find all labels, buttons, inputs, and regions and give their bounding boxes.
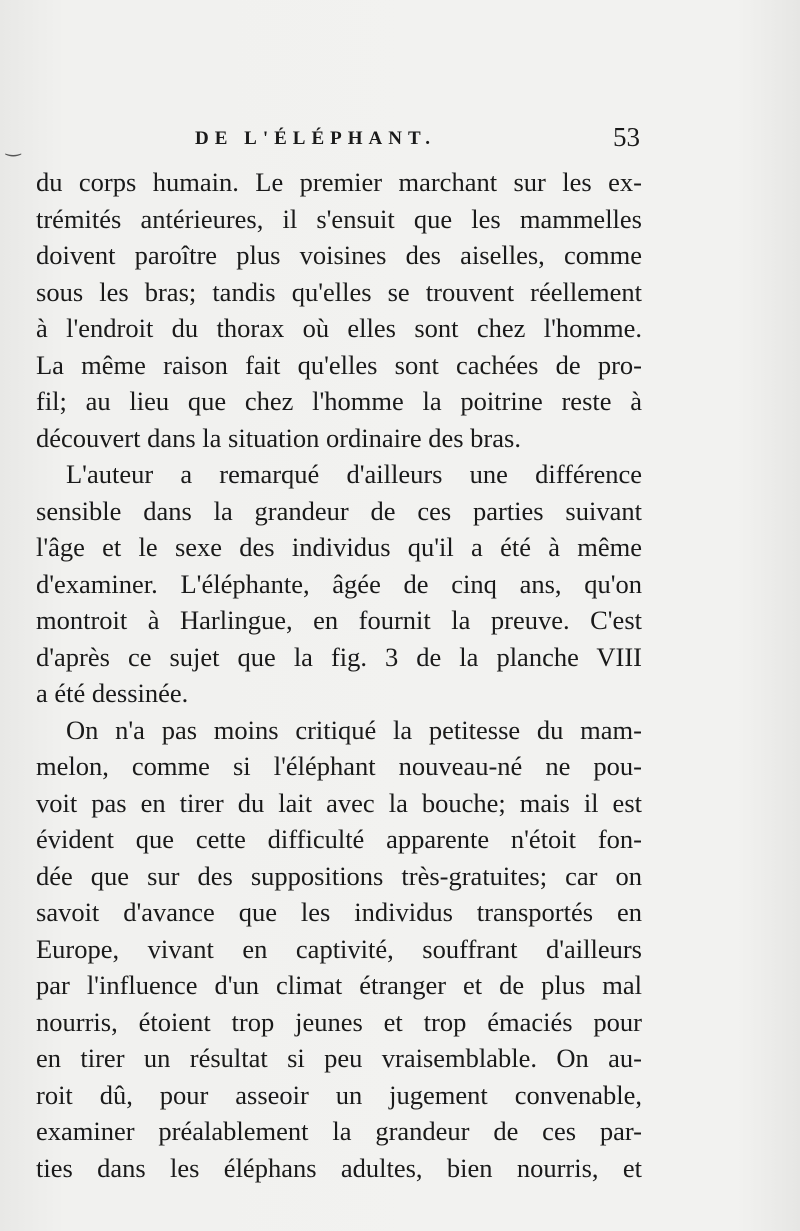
text-line: découvert dans la situation ordinaire des bras. bbox=[36, 422, 521, 453]
text-line: La même raison fait qu'elles sont cachées de pro- bbox=[36, 349, 642, 380]
text-line: examiner préalablement la grandeur de ces par- bbox=[36, 1116, 642, 1146]
text-line: On n'a pas moins critiqué la petitesse du mam- bbox=[66, 714, 642, 745]
text-line: en tirer un résultat si peu vraisemblable. On au- bbox=[36, 1043, 642, 1073]
text-line: doivent paroître plus voisines des aiselles, comme bbox=[36, 240, 642, 270]
text-line: l'âge et le sexe des individus qu'il a été à même bbox=[36, 532, 642, 562]
text-line: dée que sur des suppositions très-gratuites; car on bbox=[36, 860, 642, 891]
text-line: d'après ce sujet que la fig. 3 de la planche VIII bbox=[36, 641, 642, 672]
page-header bbox=[195, 122, 640, 158]
text-line: L'auteur a remarqué d'ailleurs une différence bbox=[66, 459, 642, 489]
text-line: a été dessinée. bbox=[36, 678, 189, 708]
text-line: ties dans les éléphans adultes, bien nourris, et bbox=[36, 1152, 642, 1183]
text-line: à l'endroit du thorax où elles sont chez l'homme. bbox=[36, 313, 642, 343]
running-head: DE L'ÉLÉPHANT. bbox=[195, 128, 436, 149]
page-number: 53 bbox=[613, 122, 640, 152]
text-line: trémités antérieures, il s'ensuit que les mammelles bbox=[36, 203, 642, 234]
text-line: sensible dans la grandeur de ces parties suivant bbox=[36, 495, 642, 526]
text-line: voit pas en tirer du lait avec la bouche; mais il est bbox=[36, 787, 642, 818]
text-line: du corps humain. Le premier marchant sur les ex- bbox=[36, 167, 642, 197]
text-line: d'examiner. L'éléphante, âgée de cinq ans, qu'on bbox=[36, 568, 642, 599]
text-line: savoit d'avance que les individus transportés en bbox=[36, 897, 642, 927]
margin-mark: ‿ bbox=[6, 136, 21, 157]
text-line: par l'influence d'un climat étranger et de plus mal bbox=[36, 970, 642, 1000]
text-line: melon, comme si l'éléphant nouveau-né ne pou- bbox=[36, 751, 642, 781]
text-line: montroit à Harlingue, en fournit la preuve. C'est bbox=[36, 605, 642, 635]
text-line: nourris, étoient trop jeunes et trop émaciés pour bbox=[36, 1006, 642, 1037]
text-line: évident que cette difficulté apparente n'étoit fon- bbox=[36, 824, 642, 854]
text-line: roit dû, pour asseoir un jugement convenable, bbox=[36, 1079, 642, 1110]
text-line: fil; au lieu que chez l'homme la poitrine reste à bbox=[36, 386, 642, 416]
text-line: sous les bras; tandis qu'elles se trouvent réellement bbox=[36, 276, 642, 307]
body-text bbox=[36, 164, 642, 1186]
text-line: Europe, vivant en captivité, souffrant d'ailleurs bbox=[36, 933, 642, 964]
